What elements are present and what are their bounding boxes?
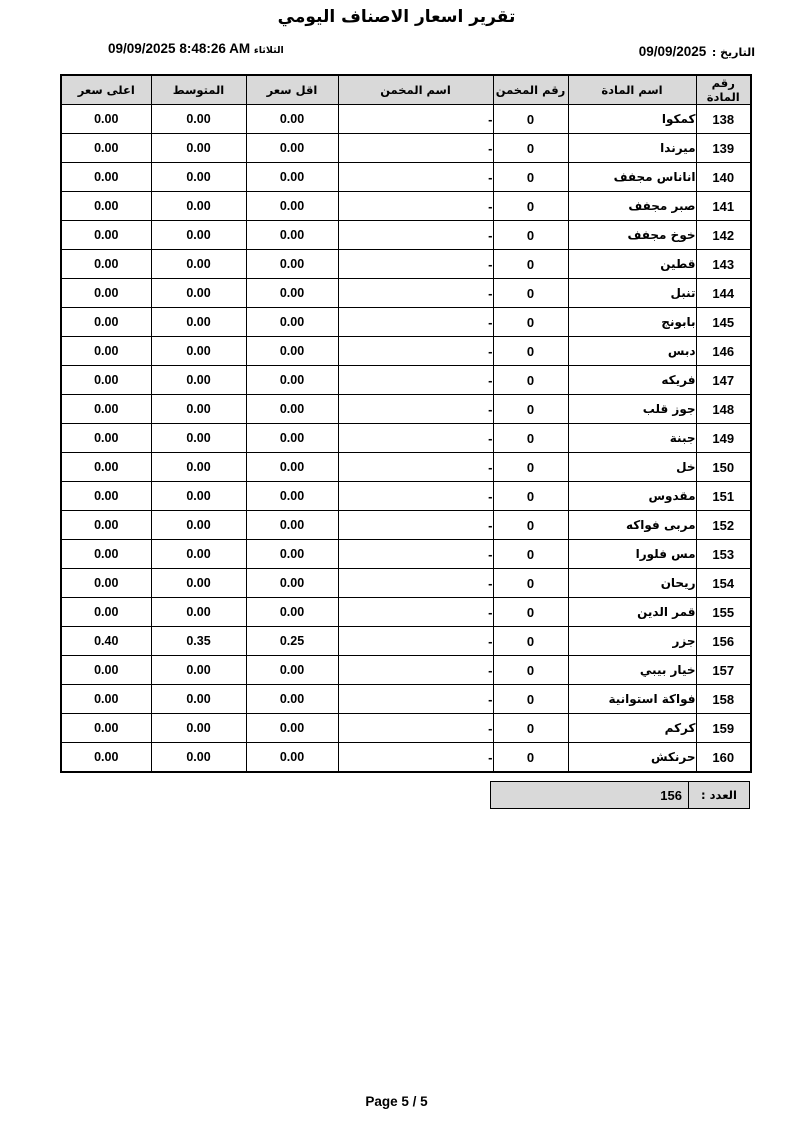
table-row xyxy=(61,743,751,773)
cell-appraiser-no: 0 xyxy=(493,424,568,453)
cell-item-no: 151 xyxy=(696,482,751,511)
cell-item-name: مقدوس xyxy=(568,482,696,511)
cell-max-price: 0.00 xyxy=(61,540,151,569)
cell-max-price: 0.00 xyxy=(61,656,151,685)
cell-appraiser-no: 0 xyxy=(493,656,568,685)
cell-item-no: 142 xyxy=(696,221,751,250)
cell-appraiser-name: - xyxy=(338,685,493,714)
cell-item-no: 140 xyxy=(696,163,751,192)
cell-item-no: 145 xyxy=(696,308,751,337)
cell-item-name: ريحان xyxy=(568,569,696,598)
cell-item-name: جبنة xyxy=(568,424,696,453)
cell-item-no: 150 xyxy=(696,453,751,482)
cell-appraiser-name: - xyxy=(338,569,493,598)
cell-item-no: 149 xyxy=(696,424,751,453)
cell-min-price: 0.00 xyxy=(246,308,338,337)
page-number: Page 5 / 5 xyxy=(365,1094,428,1109)
cell-appraiser-name: - xyxy=(338,250,493,279)
table-row xyxy=(61,685,751,714)
cell-max-price: 0.00 xyxy=(61,743,151,773)
cell-appraiser-name: - xyxy=(338,453,493,482)
cell-item-name: خيار بيبي xyxy=(568,656,696,685)
prices-table xyxy=(60,74,752,773)
cell-appraiser-no: 0 xyxy=(493,337,568,366)
cell-max-price: 0.00 xyxy=(61,511,151,540)
cell-item-no: 153 xyxy=(696,540,751,569)
cell-max-price: 0.00 xyxy=(61,424,151,453)
cell-appraiser-no: 0 xyxy=(493,569,568,598)
cell-item-no: 146 xyxy=(696,337,751,366)
datetime-value: 09/09/2025 8:48:26 AM xyxy=(108,41,251,56)
cell-min-price: 0.00 xyxy=(246,685,338,714)
cell-max-price: 0.00 xyxy=(61,105,151,134)
cell-appraiser-no: 0 xyxy=(493,482,568,511)
cell-min-price: 0.00 xyxy=(246,395,338,424)
cell-appraiser-no: 0 xyxy=(493,366,568,395)
table-row xyxy=(61,279,751,308)
table-row xyxy=(61,453,751,482)
table-row xyxy=(61,337,751,366)
cell-appraiser-no: 0 xyxy=(493,598,568,627)
cell-appraiser-name: - xyxy=(338,540,493,569)
cell-max-price: 0.00 xyxy=(61,569,151,598)
cell-max-price: 0.00 xyxy=(61,221,151,250)
cell-min-price: 0.00 xyxy=(246,424,338,453)
cell-appraiser-no: 0 xyxy=(493,105,568,134)
cell-max-price: 0.00 xyxy=(61,714,151,743)
table-row xyxy=(61,308,751,337)
cell-avg-price: 0.00 xyxy=(151,424,246,453)
table-row xyxy=(61,569,751,598)
date-value: 09/09/2025 xyxy=(638,44,707,59)
cell-item-name: كركم xyxy=(568,714,696,743)
cell-appraiser-no: 0 xyxy=(493,192,568,221)
cell-min-price: 0.00 xyxy=(246,656,338,685)
cell-item-name: جزر xyxy=(568,627,696,656)
cell-min-price: 0.00 xyxy=(246,337,338,366)
cell-item-name: مس فلورا xyxy=(568,540,696,569)
cell-avg-price: 0.00 xyxy=(151,163,246,192)
cell-appraiser-name: - xyxy=(338,395,493,424)
table-row xyxy=(61,656,751,685)
cell-min-price: 0.00 xyxy=(246,540,338,569)
cell-min-price: 0.00 xyxy=(246,192,338,221)
cell-max-price: 0.00 xyxy=(61,192,151,221)
cell-avg-price: 0.00 xyxy=(151,540,246,569)
cell-max-price: 0.40 xyxy=(61,627,151,656)
cell-max-price: 0.00 xyxy=(61,395,151,424)
table-row xyxy=(61,395,751,424)
table-row xyxy=(61,540,751,569)
cell-avg-price: 0.00 xyxy=(151,105,246,134)
table-row xyxy=(61,714,751,743)
cell-appraiser-name: - xyxy=(338,482,493,511)
cell-max-price: 0.00 xyxy=(61,250,151,279)
cell-item-no: 155 xyxy=(696,598,751,627)
cell-min-price: 0.25 xyxy=(246,627,338,656)
cell-item-name: فريكه xyxy=(568,366,696,395)
cell-item-no: 148 xyxy=(696,395,751,424)
cell-item-name: حرنكش xyxy=(568,743,696,773)
cell-min-price: 0.00 xyxy=(246,714,338,743)
cell-min-price: 0.00 xyxy=(246,569,338,598)
summary-box xyxy=(490,781,750,809)
cell-item-name: ميرندا xyxy=(568,134,696,163)
cell-appraiser-no: 0 xyxy=(493,540,568,569)
cell-avg-price: 0.00 xyxy=(151,366,246,395)
cell-min-price: 0.00 xyxy=(246,598,338,627)
cell-appraiser-no: 0 xyxy=(493,714,568,743)
cell-avg-price: 0.00 xyxy=(151,656,246,685)
cell-item-name: خوخ مجفف xyxy=(568,221,696,250)
cell-appraiser-name: - xyxy=(338,511,493,540)
cell-appraiser-name: - xyxy=(338,163,493,192)
cell-avg-price: 0.00 xyxy=(151,192,246,221)
date-row xyxy=(0,41,793,61)
cell-appraiser-name: - xyxy=(338,308,493,337)
cell-max-price: 0.00 xyxy=(61,279,151,308)
cell-appraiser-no: 0 xyxy=(493,685,568,714)
cell-appraiser-no: 0 xyxy=(493,279,568,308)
table-row xyxy=(61,163,751,192)
cell-item-name: خل xyxy=(568,453,696,482)
cell-appraiser-no: 0 xyxy=(493,308,568,337)
cell-min-price: 0.00 xyxy=(246,366,338,395)
cell-appraiser-name: - xyxy=(338,743,493,773)
date-label: التاريخ : xyxy=(711,46,755,59)
cell-appraiser-no: 0 xyxy=(493,134,568,163)
cell-max-price: 0.00 xyxy=(61,598,151,627)
cell-min-price: 0.00 xyxy=(246,482,338,511)
cell-avg-price: 0.00 xyxy=(151,250,246,279)
cell-item-no: 139 xyxy=(696,134,751,163)
cell-avg-price: 0.00 xyxy=(151,221,246,250)
cell-item-name: بابونج xyxy=(568,308,696,337)
cell-appraiser-no: 0 xyxy=(493,743,568,773)
cell-appraiser-name: - xyxy=(338,192,493,221)
cell-min-price: 0.00 xyxy=(246,163,338,192)
cell-item-no: 157 xyxy=(696,656,751,685)
cell-min-price: 0.00 xyxy=(246,221,338,250)
cell-item-no: 152 xyxy=(696,511,751,540)
cell-max-price: 0.00 xyxy=(61,134,151,163)
cell-item-no: 147 xyxy=(696,366,751,395)
cell-min-price: 0.00 xyxy=(246,105,338,134)
cell-avg-price: 0.00 xyxy=(151,134,246,163)
cell-avg-price: 0.00 xyxy=(151,714,246,743)
cell-avg-price: 0.00 xyxy=(151,598,246,627)
cell-appraiser-no: 0 xyxy=(493,395,568,424)
cell-avg-price: 0.00 xyxy=(151,569,246,598)
cell-item-name: قطين xyxy=(568,250,696,279)
cell-appraiser-name: - xyxy=(338,279,493,308)
table-row xyxy=(61,511,751,540)
cell-min-price: 0.00 xyxy=(246,250,338,279)
cell-avg-price: 0.00 xyxy=(151,482,246,511)
cell-avg-price: 0.35 xyxy=(151,627,246,656)
cell-item-name: جوز قلب xyxy=(568,395,696,424)
cell-max-price: 0.00 xyxy=(61,453,151,482)
cell-avg-price: 0.00 xyxy=(151,337,246,366)
table-row xyxy=(61,482,751,511)
cell-avg-price: 0.00 xyxy=(151,685,246,714)
cell-item-name: كمكوا xyxy=(568,105,696,134)
cell-appraiser-name: - xyxy=(338,424,493,453)
column-header-appraiser_name: اسم المخمن xyxy=(338,75,493,105)
column-header-appraiser_no: رقم المخمن xyxy=(493,75,568,105)
cell-item-no: 158 xyxy=(696,685,751,714)
cell-appraiser-no: 0 xyxy=(493,511,568,540)
cell-appraiser-no: 0 xyxy=(493,627,568,656)
column-header-max_price: اعلى سعر xyxy=(61,75,151,105)
cell-appraiser-name: - xyxy=(338,221,493,250)
cell-appraiser-no: 0 xyxy=(493,250,568,279)
cell-appraiser-name: - xyxy=(338,598,493,627)
cell-appraiser-name: - xyxy=(338,714,493,743)
cell-appraiser-name: - xyxy=(338,627,493,656)
cell-max-price: 0.00 xyxy=(61,337,151,366)
print-datetime xyxy=(108,41,284,56)
cell-appraiser-name: - xyxy=(338,105,493,134)
cell-item-no: 144 xyxy=(696,279,751,308)
cell-item-no: 154 xyxy=(696,569,751,598)
cell-item-name: تنبل xyxy=(568,279,696,308)
cell-avg-price: 0.00 xyxy=(151,511,246,540)
weekday-label: الثلاثاء xyxy=(253,45,284,56)
column-header-item_name: اسم المادة xyxy=(568,75,696,105)
cell-item-no: 156 xyxy=(696,627,751,656)
cell-item-name: مربى فواكه xyxy=(568,511,696,540)
cell-item-name: فواكة استوانية xyxy=(568,685,696,714)
page-title: تقرير اسعار الاصناف اليومي xyxy=(277,7,516,27)
table-row xyxy=(61,192,751,221)
cell-avg-price: 0.00 xyxy=(151,279,246,308)
column-header-min_price: اقل سعر xyxy=(246,75,338,105)
cell-avg-price: 0.00 xyxy=(151,395,246,424)
cell-item-no: 141 xyxy=(696,192,751,221)
cell-min-price: 0.00 xyxy=(246,511,338,540)
count-label: العدد : xyxy=(688,782,749,808)
cell-min-price: 0.00 xyxy=(246,453,338,482)
cell-item-name: دبس xyxy=(568,337,696,366)
cell-avg-price: 0.00 xyxy=(151,453,246,482)
cell-min-price: 0.00 xyxy=(246,134,338,163)
cell-item-no: 159 xyxy=(696,714,751,743)
cell-max-price: 0.00 xyxy=(61,685,151,714)
cell-item-name: اناناس مجفف xyxy=(568,163,696,192)
table-row xyxy=(61,221,751,250)
table-row xyxy=(61,366,751,395)
table-row xyxy=(61,627,751,656)
count-value: 156 xyxy=(660,787,682,803)
cell-appraiser-no: 0 xyxy=(493,453,568,482)
cell-item-name: قمر الدين xyxy=(568,598,696,627)
column-header-item_no: رقم المادة xyxy=(696,75,751,105)
report-date xyxy=(639,41,755,60)
column-header-avg_price: المتوسط xyxy=(151,75,246,105)
cell-appraiser-name: - xyxy=(338,656,493,685)
table-row xyxy=(61,598,751,627)
cell-avg-price: 0.00 xyxy=(151,743,246,773)
table-row xyxy=(61,134,751,163)
table-row xyxy=(61,105,751,134)
cell-item-name: صبر مجفف xyxy=(568,192,696,221)
cell-avg-price: 0.00 xyxy=(151,308,246,337)
table-row xyxy=(61,424,751,453)
cell-appraiser-name: - xyxy=(338,337,493,366)
cell-max-price: 0.00 xyxy=(61,482,151,511)
cell-item-no: 160 xyxy=(696,743,751,773)
cell-max-price: 0.00 xyxy=(61,308,151,337)
cell-item-no: 138 xyxy=(696,105,751,134)
table-header-row xyxy=(61,75,751,105)
cell-item-no: 143 xyxy=(696,250,751,279)
cell-appraiser-no: 0 xyxy=(493,221,568,250)
cell-appraiser-name: - xyxy=(338,134,493,163)
cell-min-price: 0.00 xyxy=(246,743,338,773)
cell-max-price: 0.00 xyxy=(61,366,151,395)
table-row xyxy=(61,250,751,279)
cell-appraiser-name: - xyxy=(338,366,493,395)
cell-max-price: 0.00 xyxy=(61,163,151,192)
cell-min-price: 0.00 xyxy=(246,279,338,308)
cell-appraiser-no: 0 xyxy=(493,163,568,192)
